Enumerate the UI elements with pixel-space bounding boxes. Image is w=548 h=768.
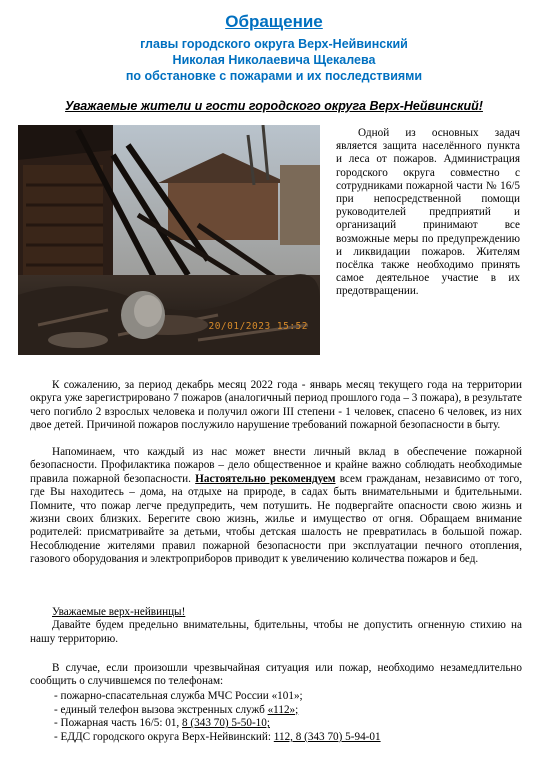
burned-house-photo bbox=[18, 125, 320, 355]
subtitle-line-2: Николая Николаевича Щекалева bbox=[172, 53, 376, 67]
reminder-text-start: Напоминаем, что каждый из нас может внести личный вклад в обеспечение пожарной безопасности. Профилактика пожаров – дело общественное и крайне важно соблюдать необходимые правила пожарной безопасности. bbox=[30, 446, 522, 485]
emergency-text: В случае, если произошли чрезвычайная ситуация или пожар, необходимо незамедлительно сообщить о случившемся по телефонам: bbox=[30, 662, 522, 688]
intro-text: Одной из основных задач является защита населённого пункта и леса от пожаров. Администрация городского округа совместно с сотрудниками пожарной части № 16/5 при непосредственной помощи руководителей предприятий и организаций принимают все возможные меры по предупреждению и ликвидации пожаров. Жителям посёлка также необходимо принять самое деятельное участие в их предотвращении. bbox=[336, 127, 520, 298]
emergency-contacts-list bbox=[54, 690, 524, 744]
subtitle-line-1: главы городского округа Верх-Нейвинский bbox=[140, 37, 408, 51]
subtitle-line-3: по обстановке с пожарами и их последствиями bbox=[125, 69, 423, 83]
contact-item: - Пожарная часть 16/5: 01, 8 (343 70) 5-50-10; bbox=[54, 717, 270, 730]
contact-item: - пожарно-спасательная служба МЧС России «101»; bbox=[54, 690, 303, 702]
document-title: Обращение bbox=[225, 12, 323, 31]
reminder-text-end: всем гражданам, независимо от того, где Вы находитесь – дома, на отдыхе на природе, в садах быть внимательными и бдительными. Помните, что пожар легче предупредить, чем потушить. Не подвергайте опасности свою жизнь и жизни своих близких. Берегите свою жизнь, жилье и имущество от огня. Обращаем внимание родителей: присматривайте за детьми, чтобы детская шалость не превратилась в большой пожар. Несоблюдение жителями правил пожарной безопасности при эксплуатации печного отопления, газового оборудования и электроприборов приводит к увеличению количества пожаров и бед. bbox=[30, 472, 522, 566]
strong-recommendation: Настоятельно рекомендуем bbox=[195, 472, 336, 485]
paragraph-appeal bbox=[30, 606, 522, 646]
photo-timestamp: 20/01/2023 15:52 bbox=[208, 321, 308, 332]
reminder-text bbox=[30, 446, 522, 567]
paragraph-statistics bbox=[30, 379, 522, 433]
contact-link[interactable]: «112»; bbox=[267, 703, 299, 716]
statistics-text: К сожалению, за период декабрь месяц 2022 года - январь месяц текущего года на территории округа уже зарегистрировано 7 пожаров (аналогичный период прошлого года – 3 пожара), в результате чего погибло 2 взрослых человека и получил ожоги III степени - 1 человек, спасено 6 человек, из них двое детей. Причиной пожаров послужило нарушение требований пожарной безопасности в быту. bbox=[30, 379, 522, 432]
contact-link[interactable]: 112, 8 (343 70) 5-94-01 bbox=[273, 730, 381, 743]
appeal-text: Давайте будем предельно внимательны, бдительны, чтобы не допустить огненную стихию на нашу территорию. bbox=[30, 619, 522, 645]
contact-link[interactable]: 8 (343 70) 5-50-10; bbox=[182, 717, 270, 730]
greeting-heading: Уважаемые жители и гости городского округа Верх-Нейвинский! bbox=[65, 99, 483, 113]
appeal-heading: Уважаемые верх-нейвинцы! bbox=[52, 606, 186, 618]
paragraph-emergency bbox=[30, 662, 522, 689]
contact-item: - ЕДДС городского округа Верх-Нейвинский: 112, 8 (343 70) 5-94-01 bbox=[54, 730, 381, 743]
paragraph-reminder bbox=[30, 446, 522, 567]
contact-item: - единый телефон вызова экстренных служб «112»; bbox=[54, 703, 299, 716]
intro-paragraph bbox=[336, 127, 520, 299]
